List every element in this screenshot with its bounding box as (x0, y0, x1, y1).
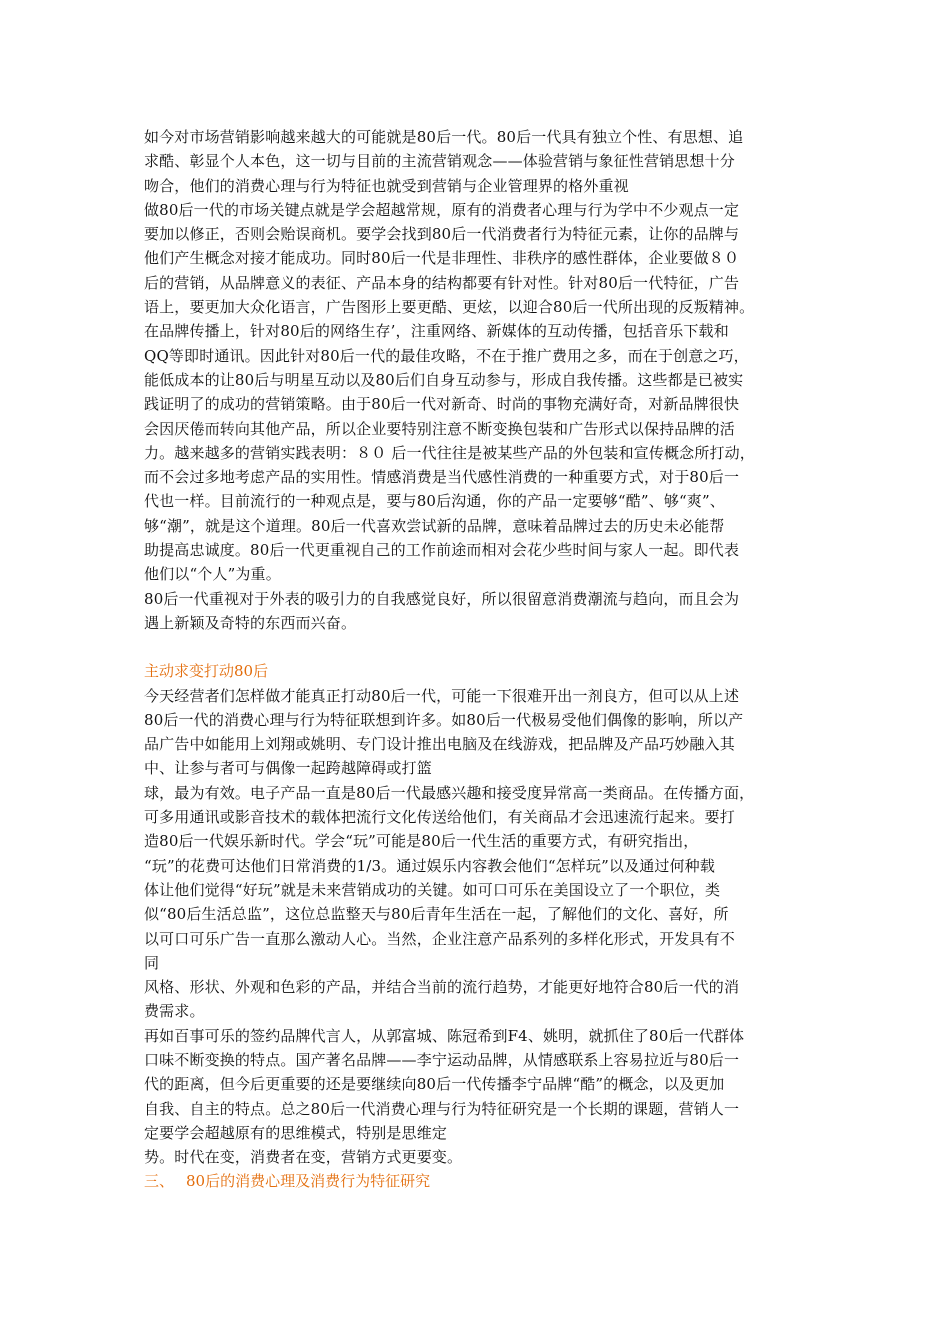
text-line: 力。越来越多的营销实践表明：８０ 后一代往往是被某些产品的外包装和宣传概念所打动， (144, 443, 755, 462)
text-line: 今天经营者们怎样做才能真正打动80后一代，可能一下很难开出一剂良方，但可以从上述 (144, 686, 740, 705)
blank-line (144, 635, 806, 659)
text-line: 吻合，他们的消费心理与行为特征也就受到营销与企业管理界的格外重视 (144, 176, 629, 195)
paragraph-appearance (144, 587, 806, 636)
paragraph-styles (144, 975, 806, 1024)
text-line: 风格、形状、外观和色彩的产品，并结合当前的流行趋势，才能更好地符合80后一代的消 (144, 978, 740, 997)
text-line: 遇上新颖及奇特的东西而兴奋。 (144, 613, 357, 632)
document-page (144, 125, 806, 1194)
text-line: 代的距离，但今后更重要的还是要继续向80后一代传播李宁品牌“酷”的概念，以及更加 (144, 1075, 725, 1094)
text-line: 80后一代的消费心理与行为特征联想到许多。如80后一代极易受他们偶像的影响，所以产 (144, 710, 744, 729)
text-line: 以可口可乐广告一直那么激动人心。当然，企业注意产品系列的多样化形式，开发具有不 (144, 929, 735, 948)
paragraph-how-to-move (144, 684, 806, 781)
text-line: 似“80后生活总监”，这位总监整天与80后青年生活在一起，了解他们的文化、喜好，所 (144, 905, 729, 924)
text-line: 助提高忠诚度。80后一代更重视自己的工作前途而相对会花少些时间与家人一起。即代表 (144, 541, 740, 560)
paragraph-intro (144, 125, 806, 198)
text-line: 中、让参与者可与偶像一起跨越障碍或打篮 (144, 759, 432, 778)
section-3-heading (144, 1169, 806, 1193)
paragraph-electronics (144, 781, 806, 975)
text-line: 够“潮”，就是这个道理。80后一代喜欢尝试新的品牌，意味着品牌过去的历史未必能帮 (144, 516, 725, 535)
text-line: 代也一样。目前流行的一种观点是，要与80后沟通，你的产品一定要够“酷”、够“爽”、 (144, 492, 725, 511)
text-line: 做80后一代的市场关键点就是学会超越常规，原有的消费者心理与行为学中不少观点一定 (144, 200, 740, 219)
section-title: 80后的消费心理及消费行为特征研究 (186, 1172, 431, 1191)
text-line: QQ等即时通讯。因此针对80后一代的最佳攻略，不在于推广费用之多，而在于创意之巧， (144, 346, 749, 365)
text-line: 自我、自主的特点。总之80后一代消费心理与行为特征研究是一个长期的课题，营销人一 (144, 1099, 740, 1118)
text-line: 语上，要更加大众化语言，广告图形上要更酷、更炫，以迎合80后一代所出现的反叛精神。 (144, 298, 755, 317)
text-line: “玩”的花费可达他们日常消费的1/3。通过娱乐内容教会他们“怎样玩”以及通过何种载 (144, 856, 715, 875)
text-line: 而不会过多地考虑产品的实用性。情感消费是当代感性消费的一种重要方式，对于80后一 (144, 468, 740, 487)
text-line: 后的营销，从品牌意义的表征、产品本身的结构都要有针对性。针对80后一代特征，广告 (144, 273, 740, 292)
text-line: 同 (144, 953, 160, 972)
section-heading: 主动求变打动80后 (144, 662, 269, 681)
text-line: 要加以修正，否则会贻误商机。要学会找到80后一代消费者行为特征元素，让你的品牌与 (144, 225, 740, 244)
text-line: 费需求。 (144, 1002, 205, 1021)
paragraph-market-key (144, 198, 806, 587)
paragraph-spokesperson (144, 1024, 806, 1145)
text-line: 他们产生概念对接才能成功。同时80后一代是非理性、非秩序的感性群体，企业要做８０ (144, 249, 740, 268)
text-line: 造80后一代娱乐新时代。学会“玩”可能是80后一代生活的重要方式，有研究指出， (144, 832, 699, 851)
text-line: 定要学会超越原有的思维模式，特别是思维定 (144, 1123, 448, 1142)
text-line: 践证明了的成功的营销策略。由于80后一代对新奇、时尚的事物充满好奇，对新品牌很快 (144, 395, 740, 414)
text-line: 品广告中如能用上刘翔或姚明、专门设计推出电脑及在线游戏，把品牌及产品巧妙融入其 (144, 735, 735, 754)
text-line: 口味不断变换的特点。国产著名品牌——李宁运动品牌，从情感联系上容易拉近与80后一 (144, 1050, 740, 1069)
text-line: 球，最为有效。电子产品一直是80后一代最感兴趣和接受度异常高一类商品。在传播方面， (144, 783, 755, 802)
text-line: 再如百事可乐的签约品牌代言人，从郭富城、陈冠希到F4、姚明，就抓住了80后一代群体 (144, 1026, 745, 1045)
paragraph-conclusion (144, 1145, 806, 1169)
text-line: 体让他们觉得“好玩”就是未来营销成功的关键。如可口可乐在美国设立了一个职位，类 (144, 880, 721, 899)
text-line: 如今对市场营销影响越来越大的可能就是80后一代。80后一代具有独立个性、有思想、追 (144, 128, 744, 146)
text-line: 他们以“个人”为重。 (144, 565, 281, 584)
text-line: 80后一代重视对于外表的吸引力的自我感觉良好，所以很留意消费潮流与趋向，而且会为 (144, 589, 740, 608)
text-line: 能低成本的让80后与明星互动以及80后们自身互动参与，形成自我传播。这些都是已被实 (144, 370, 744, 389)
text-line: 会因厌倦而转向其他产品，所以企业要特别注意不断变换包装和广告形式以保持品牌的活 (144, 419, 735, 438)
section-number: 三、 (144, 1172, 175, 1191)
text-line: 在品牌传播上，针对80后的网络生存’，注重网络、新媒体的互动传播，包括音乐下载和 (144, 322, 729, 341)
text-line: 势。时代在变，消费者在变，营销方式更要变。 (144, 1148, 463, 1167)
text-line: 求酷、彰显个人本色，这一切与目前的主流营销观念——体验营销与象征性营销思想十分 (144, 152, 735, 171)
text-line: 可多用通讯或影音技术的载体把流行文化传送给他们，有关商品才会迅速流行起来。要打 (144, 808, 735, 827)
